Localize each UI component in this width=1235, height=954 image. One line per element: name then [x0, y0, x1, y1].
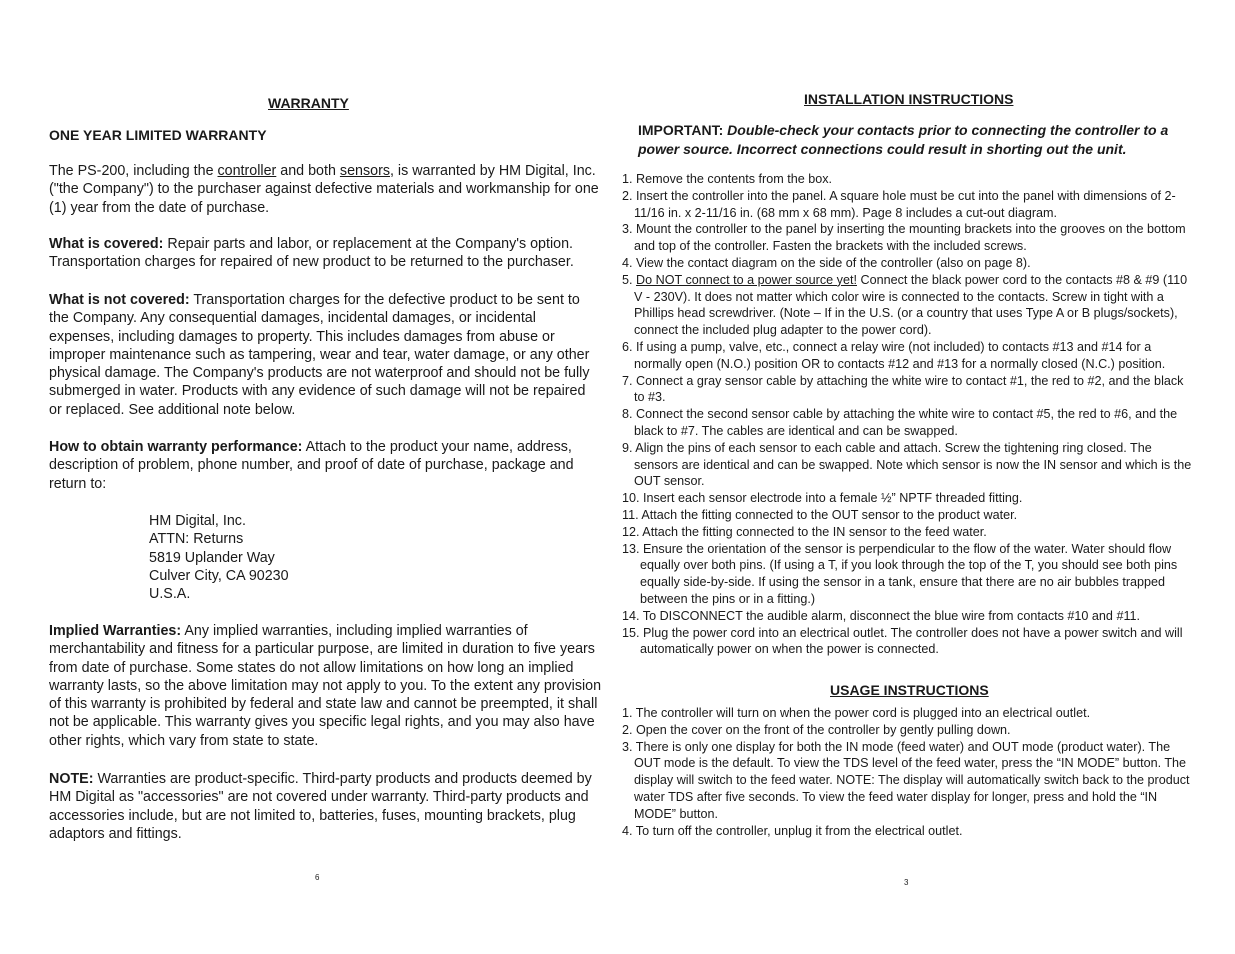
list-item: 11. Attach the fitting connected to the OUT sensor to the product water.: [622, 507, 1018, 522]
address-line: ATTN: Returns: [149, 531, 244, 548]
address-line: U.S.A.: [149, 586, 191, 603]
list-item: 2. Insert the controller into the panel. A square hole must be cut into the panel with dimensions of 2-11/16 in. x 2-11/16 in. (68 mm x 68 mm). Page 8 includes a cut-out diagram.: [622, 188, 1176, 220]
list-item: 12. Attach the fitting connected to the IN sensor to the feed water.: [622, 524, 987, 539]
power-warning: Do NOT connect to a power source yet!: [636, 272, 857, 287]
list-item: 14. To DISCONNECT the audible alarm, disconnect the blue wire from contacts #10 and #11.: [622, 608, 1141, 623]
list-item: 6. If using a pump, valve, etc., connect a relay wire (not included) to contacts #13 and #14 for a normally open (N.O.) position OR to contacts #12 and #13 for a normally closed (N.C.) position.: [622, 339, 1166, 371]
controller-term: controller: [217, 163, 277, 179]
how-to-obtain: How to obtain warranty performance: Attach to the product your name, address, description of problem, phone number, and proof of date of purchase, package and return to:: [49, 439, 574, 492]
list-item: 13. Ensure the orientation of the sensor is perpendicular to the flow of the water. Water should flow equally over both pins. (If using a T, if you look through the top of the T, you should see both pins equally side-by-side. If using the sensor in a tank, ensure that there are no air bubbles trapped between the pins or in a fitting.): [622, 541, 1178, 606]
important-warning: IMPORTANT: Double-check your contacts prior to connecting the controller to a power source. Incorrect connections could result in shorting out the unit.: [638, 122, 1169, 157]
list-item: 7. Connect a gray sensor cable by attaching the white wire to contact #1, the red to #2, and the black to #3.: [622, 373, 1184, 405]
list-item: 4. To turn off the controller, unplug it from the electrical outlet.: [622, 823, 963, 838]
list-item: 1. The controller will turn on when the power cord is plugged into an electrical outlet.: [622, 706, 1091, 720]
return-address: [149, 512, 289, 603]
list-item: 3. There is only one display for both the IN mode (feed water) and OUT mode (product water). The OUT mode is the default. To view the TDS level of the feed water, press the “IN MODE” button. The display will switch to the feed water. NOTE: The display will automatically switch back to the product water TDS after five seconds. To view the feed water display for longer, press and hold the “IN MODE” button.: [622, 739, 1190, 821]
warranty-heading: WARRANTY: [268, 95, 349, 111]
page-number-right: 3: [904, 878, 909, 887]
implied-warranties: Implied Warranties: Any implied warranties, including implied warranties of merchantability and fitness for a particular purpose, are limited in duration to five years from date of purchase. Some states do not allow limitations on how long an implied warranty lasts, so the above limitation may not apply to you. To the extent any provision of this warranty is prohibited by federal and state law and cannot be preempted, it shall not be applicable. This warranty gives you specific legal rights, and you may also have other rights, which vary from state to state.: [49, 623, 602, 749]
installation-steps: [622, 171, 1192, 658]
sensors-term: sensors: [339, 163, 390, 179]
usage-steps: [622, 705, 1192, 839]
what-is-covered: What is covered: Repair parts and labor, or replacement at the Company's option. Transportation charges for repaired of new product to be returned to the purchaser.: [49, 236, 574, 271]
list-item: 10. Insert each sensor electrode into a female ½” NPTF threaded fitting.: [622, 491, 1023, 506]
list-item: 5. Do NOT connect to a power source yet! Connect the black power cord to the contacts #8 & #9 (110 V - 230V). It does not matter which color wire is connected to the contacts. Screw in tight with a Phillips head screwdriver. (Note – If in the U.S. (or a country that uses Type A or B plugs/sockets), connect the included plug adapter to the power cord).: [622, 272, 1188, 338]
list-item: 3. Mount the controller to the panel by inserting the mounting brackets into the grooves on the bottom and top of the controller. Fasten the brackets with the included screws.: [622, 222, 1186, 254]
list-item: 8. Connect the second sensor cable by attaching the white wire to contact #5, the red to #6, and the black to #7. The cables are identical and can be swapped.: [622, 407, 1178, 438]
limited-warranty-subheading: ONE YEAR LIMITED WARRANTY: [49, 127, 267, 143]
list-item: 2. Open the cover on the front of the controller by gently pulling down.: [622, 722, 1011, 737]
list-item: 4. View the contact diagram on the side of the controller (also on page 8).: [622, 255, 1031, 270]
page-number-left: 6: [315, 873, 320, 882]
usage-heading: USAGE INSTRUCTIONS: [830, 682, 989, 698]
address-line: HM Digital, Inc.: [149, 513, 246, 529]
address-line: Culver City, CA 90230: [149, 567, 289, 584]
list-item: 15. Plug the power cord into an electrical outlet. The controller does not have a power switch and will automatically power on when the power is connected.: [622, 625, 1183, 657]
list-item: 1. Remove the contents from the box.: [622, 172, 833, 186]
warranty-note: NOTE: Warranties are product-specific. Third-party products and products deemed by HM Digital as "accessories" are not covered under warranty. Third-party products and accessories include, but are not limited to, batteries, fuses, mounting brackets, plug adaptors and fittings.: [49, 771, 592, 842]
what-is-not-covered: What is not covered: Transportation charges for the defective product to be sent to the Company. Any consequential damages, incidental damages, or incidental expenses, including damages to property. This includes damages from abuse or improper maintenance such as tampering, wear and tear, water damage, or any other physical damage. The Company's products are not waterproof and should not be fully submerged in water. Products with any evidence of such damage will not be repaired or replaced. See additional note below.: [49, 292, 590, 418]
address-line: 5819 Uplander Way: [149, 549, 275, 566]
list-item: 9. Align the pins of each sensor to each cable and attach. Screw the tightening ring closed. The sensors are identical and can be swapped. Note which sensor is now the IN sensor and which is the OUT sensor.: [622, 440, 1192, 489]
installation-heading: INSTALLATION INSTRUCTIONS: [804, 91, 1014, 107]
warranty-intro: The PS-200, including the controller and both sensors, is warranted by HM Digital, Inc. ("the Company") to the purchaser against defective materials and workmanship for one (1) year from the date of purchase.: [49, 163, 599, 216]
